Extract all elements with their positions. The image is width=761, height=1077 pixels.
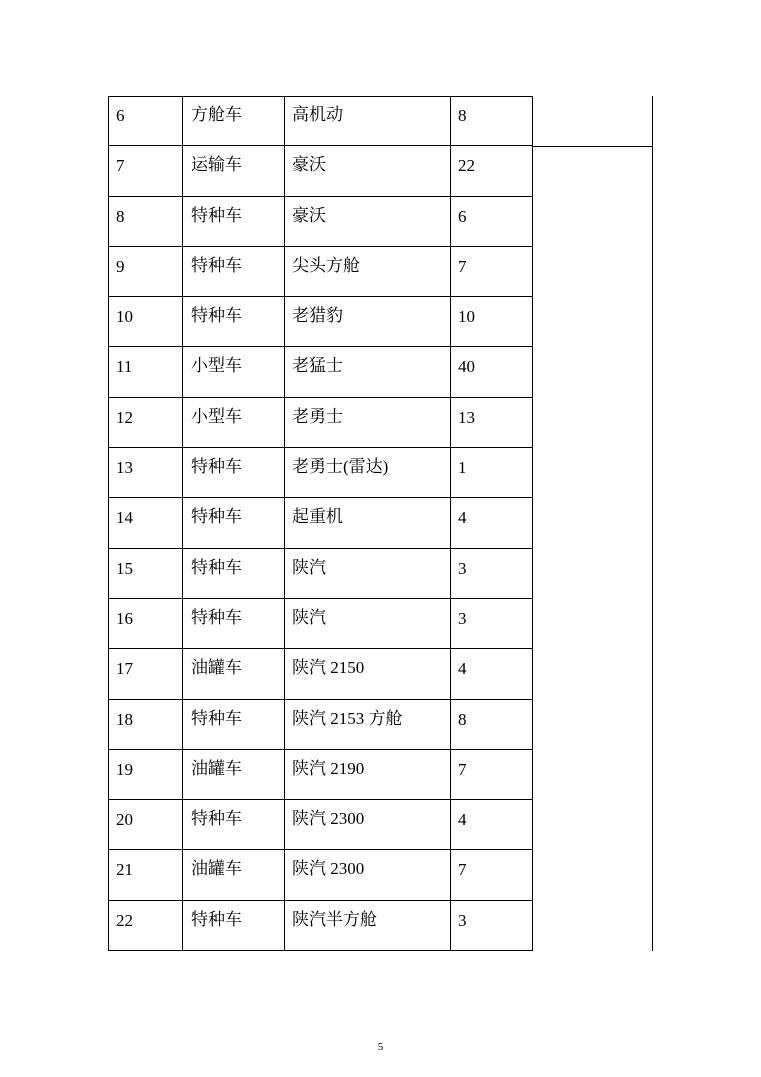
- vehicle-type: 特种车: [191, 205, 242, 225]
- vehicle-quantity: 7: [458, 860, 467, 880]
- vehicle-type: 特种车: [191, 457, 242, 477]
- vehicle-quantity: 3: [458, 558, 467, 578]
- vehicle-quantity: 13: [458, 407, 475, 427]
- row-number: 15: [116, 558, 133, 578]
- vehicle-quantity: 8: [458, 709, 467, 729]
- table-row: [108, 247, 533, 297]
- row-number: 16: [116, 608, 133, 628]
- row-number: 10: [116, 307, 133, 327]
- vehicle-model: 陕汽 2150: [292, 658, 365, 678]
- vehicle-quantity: 22: [458, 156, 475, 176]
- table-row: [108, 549, 533, 599]
- vehicle-model: 陕汽 2190: [292, 758, 365, 778]
- vehicle-model: 陕汽: [292, 557, 326, 577]
- vehicle-type: 方舱车: [191, 105, 242, 124]
- row-number: 11: [116, 357, 133, 377]
- vehicle-type: 运输车: [191, 155, 242, 175]
- row-number: 22: [116, 910, 133, 930]
- vehicle-quantity: 4: [458, 508, 467, 528]
- vehicle-quantity: 7: [458, 256, 467, 276]
- table-row: [108, 800, 533, 850]
- vehicle-type: 特种车: [191, 708, 242, 728]
- page-number: 5: [377, 1041, 384, 1053]
- vehicle-quantity: 7: [458, 759, 467, 779]
- row-number: 19: [116, 759, 133, 779]
- vehicle-quantity: 40: [458, 357, 475, 377]
- table-row: [108, 197, 533, 247]
- vehicle-quantity: 4: [458, 659, 467, 679]
- vehicle-quantity: 6: [458, 206, 467, 226]
- vehicle-model: 老猎豹: [292, 306, 343, 326]
- row-number: 9: [116, 256, 125, 276]
- vehicle-model: 陕汽半方舱: [292, 909, 377, 929]
- vehicle-type: 特种车: [191, 557, 242, 577]
- table-row: [108, 599, 533, 649]
- vehicle-model: 陕汽: [292, 607, 326, 627]
- row-number: 6: [116, 106, 125, 125]
- vehicle-model: 尖头方舱: [292, 255, 360, 275]
- table-row: [108, 700, 533, 750]
- vehicle-type: 小型车: [191, 356, 242, 376]
- vehicle-type: 特种车: [191, 255, 242, 275]
- vehicle-type: 油罐车: [191, 859, 242, 879]
- vehicle-model: 老勇士: [292, 406, 343, 426]
- vehicle-quantity: 8: [458, 106, 467, 125]
- table-row: [108, 850, 533, 900]
- row-number: 13: [116, 458, 133, 478]
- row-number: 14: [116, 508, 133, 528]
- table-extra-border: [533, 146, 652, 147]
- vehicle-model: 陕汽 2300: [292, 859, 365, 879]
- vehicle-type: 特种车: [191, 809, 242, 829]
- table-row: [108, 398, 533, 448]
- row-number: 8: [116, 206, 125, 226]
- vehicle-type: 小型车: [191, 406, 242, 426]
- table-row: [108, 96, 533, 146]
- vehicle-quantity: 10: [458, 307, 475, 327]
- vehicle-type: 油罐车: [191, 658, 242, 678]
- vehicle-quantity: 4: [458, 810, 467, 830]
- vehicle-table: [108, 96, 533, 951]
- vehicle-quantity: 3: [458, 608, 467, 628]
- table-row: [108, 649, 533, 699]
- vehicle-type: 特种车: [191, 507, 242, 527]
- vehicle-quantity: 1: [458, 458, 467, 478]
- table-row: [108, 146, 533, 196]
- table-row: [108, 347, 533, 397]
- vehicle-quantity: 3: [458, 910, 467, 930]
- vehicle-type: 油罐车: [191, 758, 242, 778]
- vehicle-type: 特种车: [191, 306, 242, 326]
- table-row: [108, 901, 533, 951]
- table-row: [108, 297, 533, 347]
- table-row: [108, 750, 533, 800]
- vehicle-model: 豪沃: [292, 155, 326, 175]
- vehicle-model: 陕汽 2300: [292, 809, 365, 829]
- vehicle-model: 豪沃: [292, 205, 326, 225]
- vehicle-model: 老勇士(雷达): [292, 457, 389, 477]
- row-number: 7: [116, 156, 125, 176]
- vehicle-type: 特种车: [191, 909, 242, 929]
- table-right-border: [652, 96, 653, 951]
- row-number: 20: [116, 810, 133, 830]
- table-row: [108, 448, 533, 498]
- row-number: 18: [116, 709, 133, 729]
- table-row: [108, 498, 533, 548]
- vehicle-model: 高机动: [292, 105, 343, 124]
- vehicle-model: 陕汽 2153 方舱: [292, 708, 403, 728]
- row-number: 21: [116, 860, 133, 880]
- row-number: 12: [116, 407, 133, 427]
- vehicle-model: 起重机: [292, 507, 343, 527]
- row-number: 17: [116, 659, 133, 679]
- vehicle-type: 特种车: [191, 607, 242, 627]
- vehicle-model: 老猛士: [292, 356, 343, 376]
